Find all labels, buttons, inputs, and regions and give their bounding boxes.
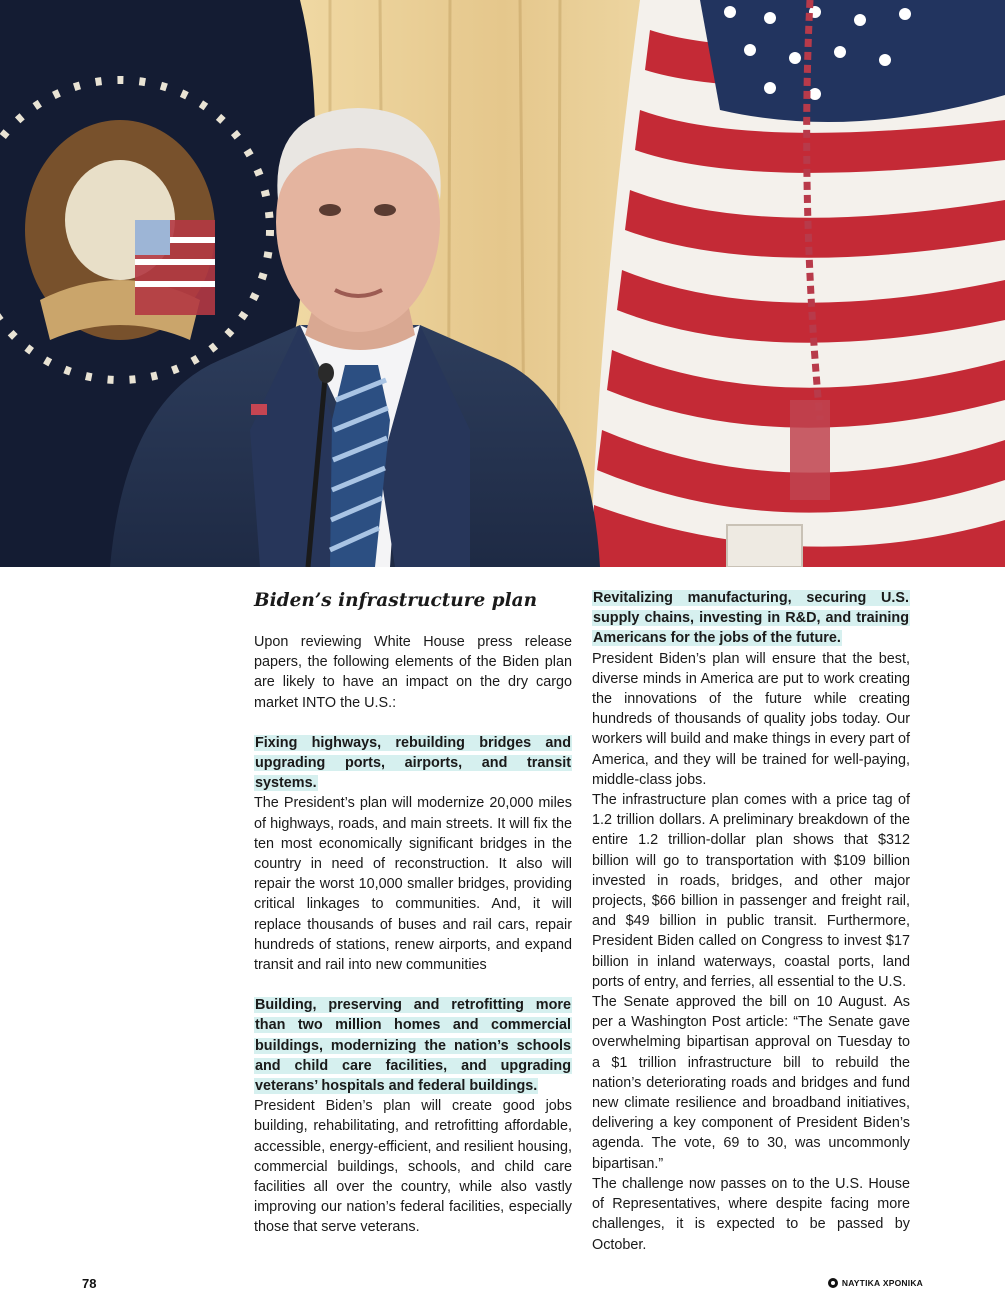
price-paragraph: The infrastructure plan comes with a price tag of 1.2 trillion dollars. A preliminary breakdown of the entire 1.2 trillion-dollar plan shows that $312 billion will go to transportation with $109 billion invested in roads, bridges, and other major projects, $66 billion in passenger and freight rail, and $49 billion in public transit. Furthermore, President Biden called on Congress to invest $17 billion in inland waterways, coastal ports, land ports of entry, and ferries, all essential to the U.S. bbox=[592, 792, 910, 990]
homes-heading-text: Building, preserving and retrofitting more than two million homes and commercial buildings, modernizing the nation’s schools and child care facilities, and upgrading veterans’ hospitals and federal buildings. bbox=[255, 997, 571, 1095]
highways-heading bbox=[254, 733, 572, 794]
homes-body: President Biden’s plan will create good jobs building, rehabilitating, and retrofitting affordable, accessible, energy-efficient, and resilient housing, commercial buildings, schools, and child care facilities all over the country, while also vastly improving our nation’s federal facilities, especially those that serve veterans. bbox=[254, 1098, 572, 1236]
manufacturing-body: President Biden’s plan will ensure that the best, diverse minds in America are put to work creating the innovations of the future while creating hundreds of thousands of quality jobs today. Our workers will build and make things in every part of America, and they will be trained for well-paying, middle-class jobs. bbox=[592, 650, 910, 788]
section-title: Biden’s infrastructure plan bbox=[254, 590, 538, 611]
homes-heading bbox=[254, 995, 572, 1096]
closing-paragraph: The challenge now passes on to the U.S. House of Representatives, where despite facing more challenges, it is expected to be passed by October. bbox=[592, 1175, 910, 1253]
intro-paragraph: Upon reviewing White House press release papers, the following elements of the Biden plan are likely to have an impact on the dry cargo market INTO the U.S.: bbox=[254, 634, 572, 711]
highways-body: The President’s plan will modernize 20,000 miles of highways, roads, and main streets. It will fix the ten most economically significant bridges in the country in need of reconstruction. It also will repair the worst 10,000 smaller bridges, providing critical linkages to communities. And, it will replace thousands of buses and rail cars, repair hundreds of stations, renew airports, and expand transit and rail into new communities bbox=[254, 795, 572, 974]
brand-logo-icon bbox=[828, 1278, 838, 1288]
manufacturing-heading bbox=[592, 588, 910, 649]
hero-photo-illustration bbox=[0, 0, 1005, 567]
manufacturing-heading-text: Revitalizing manufacturing, securing U.S. supply chains, investing in R&D, and training Americans for the jobs of the future. bbox=[593, 590, 909, 647]
publication-brand bbox=[828, 1278, 923, 1288]
hero-photo bbox=[0, 0, 1005, 567]
left-column bbox=[254, 588, 572, 1238]
page-number: 78 bbox=[82, 1276, 97, 1291]
senate-paragraph: The Senate approved the bill on 10 August. As per a Washington Post article: “The Senate gave overwhelming bipartisan approval on Tuesday to a $1 trillion infrastructure bill to rebuild the nation’s deteriorating roads and bridges and fund new climate resilience and broadband initiatives, delivering a key component of President Biden’s agenda. The vote, 69 to 30, was uncommonly bipartisan.” bbox=[592, 994, 910, 1172]
right-column bbox=[592, 588, 910, 1255]
highways-heading-text: Fixing highways, rebuilding bridges and upgrading ports, airports, and transit systems. bbox=[255, 734, 571, 792]
publication-name: ΝΑΥΤΙΚΑ ΧΡΟΝΙΚΑ bbox=[841, 1278, 923, 1288]
